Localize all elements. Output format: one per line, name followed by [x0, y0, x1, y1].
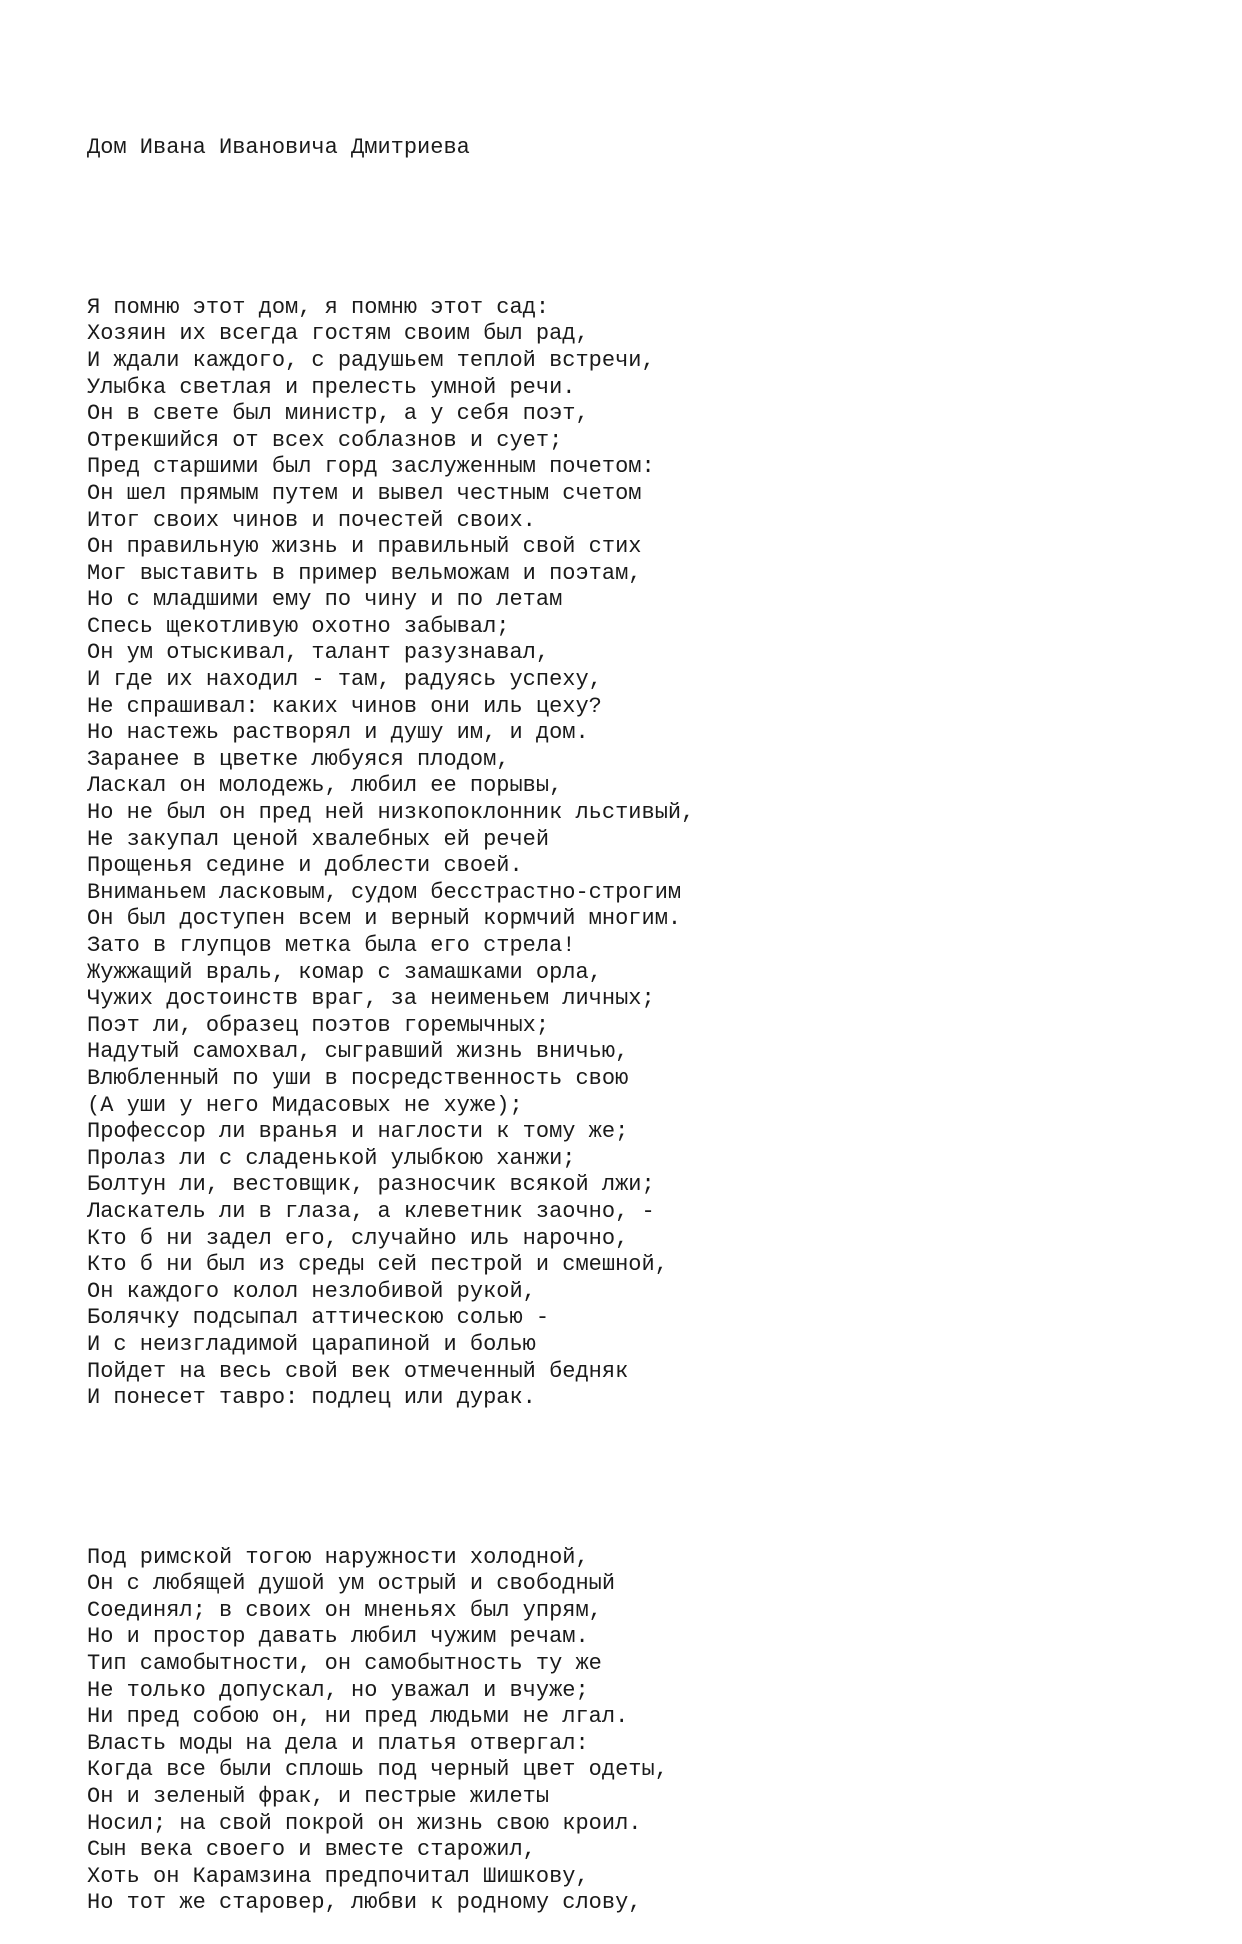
poem-line: Но не был он пред ней низкопоклонник льстивый, — [87, 800, 695, 826]
poem-title: Дом Ивана Ивановича Дмитриева — [87, 135, 470, 161]
poem-line: Но настежь растворял и душу им, и дом. — [87, 720, 589, 746]
poem-line: Он и зеленый фрак, и пестрые жилеты — [87, 1784, 550, 1809]
poem-line: И ждали каждого, с радушьем теплой встречи, — [87, 347, 655, 373]
poem-line: Жужжащий враль, комар с замашками орла, — [87, 959, 602, 985]
poem-line: Заранее в цветке любуяся плодом, — [87, 746, 510, 772]
poem-line: Не закупал ценой хвалебных ей речей — [87, 826, 550, 852]
poem-line: Носил; на свой покрой он жизнь свою кроил. — [87, 1810, 642, 1836]
poem-line: Ни пред собою он, ни пред людьми не лгал. — [87, 1704, 629, 1730]
document-page — [87, 82, 1187, 1944]
poem-line: Отрекшийся от всех соблазнов и сует; — [87, 427, 563, 453]
poem-line: Пролаз ли с сладенькой улыбкою ханжи; — [87, 1145, 576, 1171]
poem-line: Он с любящей душой ум острый и свободный — [87, 1571, 616, 1597]
poem-line: Ласкатель ли в глаза, а клеветник заочно, - — [87, 1198, 655, 1224]
poem-line: Тип самобытности, он самобытность ту же — [87, 1651, 602, 1677]
poem-line: Пред старшими был горд заслуженным почетом: — [87, 454, 655, 480]
poem-line: Профессор ли вранья и наглости к тому же; — [87, 1119, 629, 1145]
poem-line: И с неизгладимой царапиной и болью — [87, 1331, 536, 1357]
poem-line: Он в свете был министр, а у себя поэт, — [87, 401, 589, 427]
poem-line: (А уши у него Мидасовых не хуже); — [87, 1092, 523, 1118]
poem-line: Итог своих чинов и почестей своих. — [87, 507, 536, 533]
poem-line: Хозяин их всегда гостям своим был рад, — [87, 321, 589, 347]
poem-line: Поэт ли, образец поэтов горемычных; — [87, 1012, 550, 1038]
poem-line: Болячку подсыпал аттическою солью - — [87, 1305, 550, 1331]
poem-line: Сын века своего и вместе старожил, — [87, 1837, 536, 1863]
blank-line — [87, 1465, 1187, 1492]
poem-line: Не только допускал, но уважал и вчуже; — [87, 1677, 589, 1703]
poem-line: Когда все были сплошь под черный цвет одеты, — [87, 1757, 668, 1783]
poem-line: И где их находил - там, радуясь успеху, — [87, 667, 602, 693]
poem-line: Улыбка светлая и прелесть умной речи. — [87, 374, 576, 400]
poem-line: Чужих достоинств враг, за неименьем личных; — [87, 986, 655, 1012]
poem-line: Под римской тогою наружности холодной, — [87, 1544, 589, 1570]
poem-line: Ласкал он молодежь, любил ее порывы, — [87, 773, 563, 799]
stanza-2 — [87, 1545, 1187, 1917]
poem-line: Он каждого колол незлобивой рукой, — [87, 1278, 536, 1304]
poem-line: Болтун ли, вестовщик, разносчик всякой лжи; — [87, 1172, 655, 1198]
poem-line: Прощенья седине и доблести своей. — [87, 853, 523, 879]
poem-line: Влюбленный по уши в посредственность свою — [87, 1065, 629, 1091]
poem-line: Но и простор давать любил чужим речам. — [87, 1624, 589, 1650]
poem-line: Кто б ни задел его, случайно иль нарочно, — [87, 1225, 629, 1251]
stanza-1 — [87, 295, 1187, 1412]
poem-line: Кто б ни был из среды сей пестрой и смешной, — [87, 1252, 668, 1278]
poem-line: Но тот же старовер, любви к родному слову, — [87, 1890, 642, 1916]
poem-line: Спесь щекотливую охотно забывал; — [87, 613, 510, 639]
poem-line: Не спрашивал: каких чинов они иль цеху? — [87, 693, 602, 719]
poem-line: Пойдет на весь свой век отмеченный бедняк — [87, 1358, 629, 1384]
poem-line: Вниманьем ласковым, судом бесстрастно-строгим — [87, 879, 682, 905]
poem-line: Соединял; в своих он мненьях был упрям, — [87, 1597, 602, 1623]
poem-line: Но с младшими ему по чину и по летам — [87, 587, 563, 613]
blank-line — [87, 215, 1187, 242]
poem-line: Власть моды на дела и платья отвергал: — [87, 1730, 589, 1756]
poem-line: Он правильную жизнь и правильный свой стих — [87, 534, 642, 560]
poem-line: И понесет тавро: подлец или дурак. — [87, 1385, 536, 1411]
poem-line: Я помню этот дом, я помню этот сад: — [87, 294, 550, 320]
poem-line: Надутый самохвал, сыгравший жизнь вничью, — [87, 1039, 629, 1065]
poem-line: Он шел прямым путем и вывел честным счетом — [87, 480, 642, 506]
poem-line: Зато в глупцов метка была его стрела! — [87, 933, 576, 958]
poem-line: Он был доступен всем и верный кормчий многим. — [87, 906, 682, 932]
poem-line: Он ум отыскивал, талант разузнавал, — [87, 640, 550, 666]
poem-line: Мог выставить в пример вельможам и поэтам, — [87, 560, 642, 586]
poem-line: Хоть он Карамзина предпочитал Шишкову, — [87, 1863, 589, 1889]
